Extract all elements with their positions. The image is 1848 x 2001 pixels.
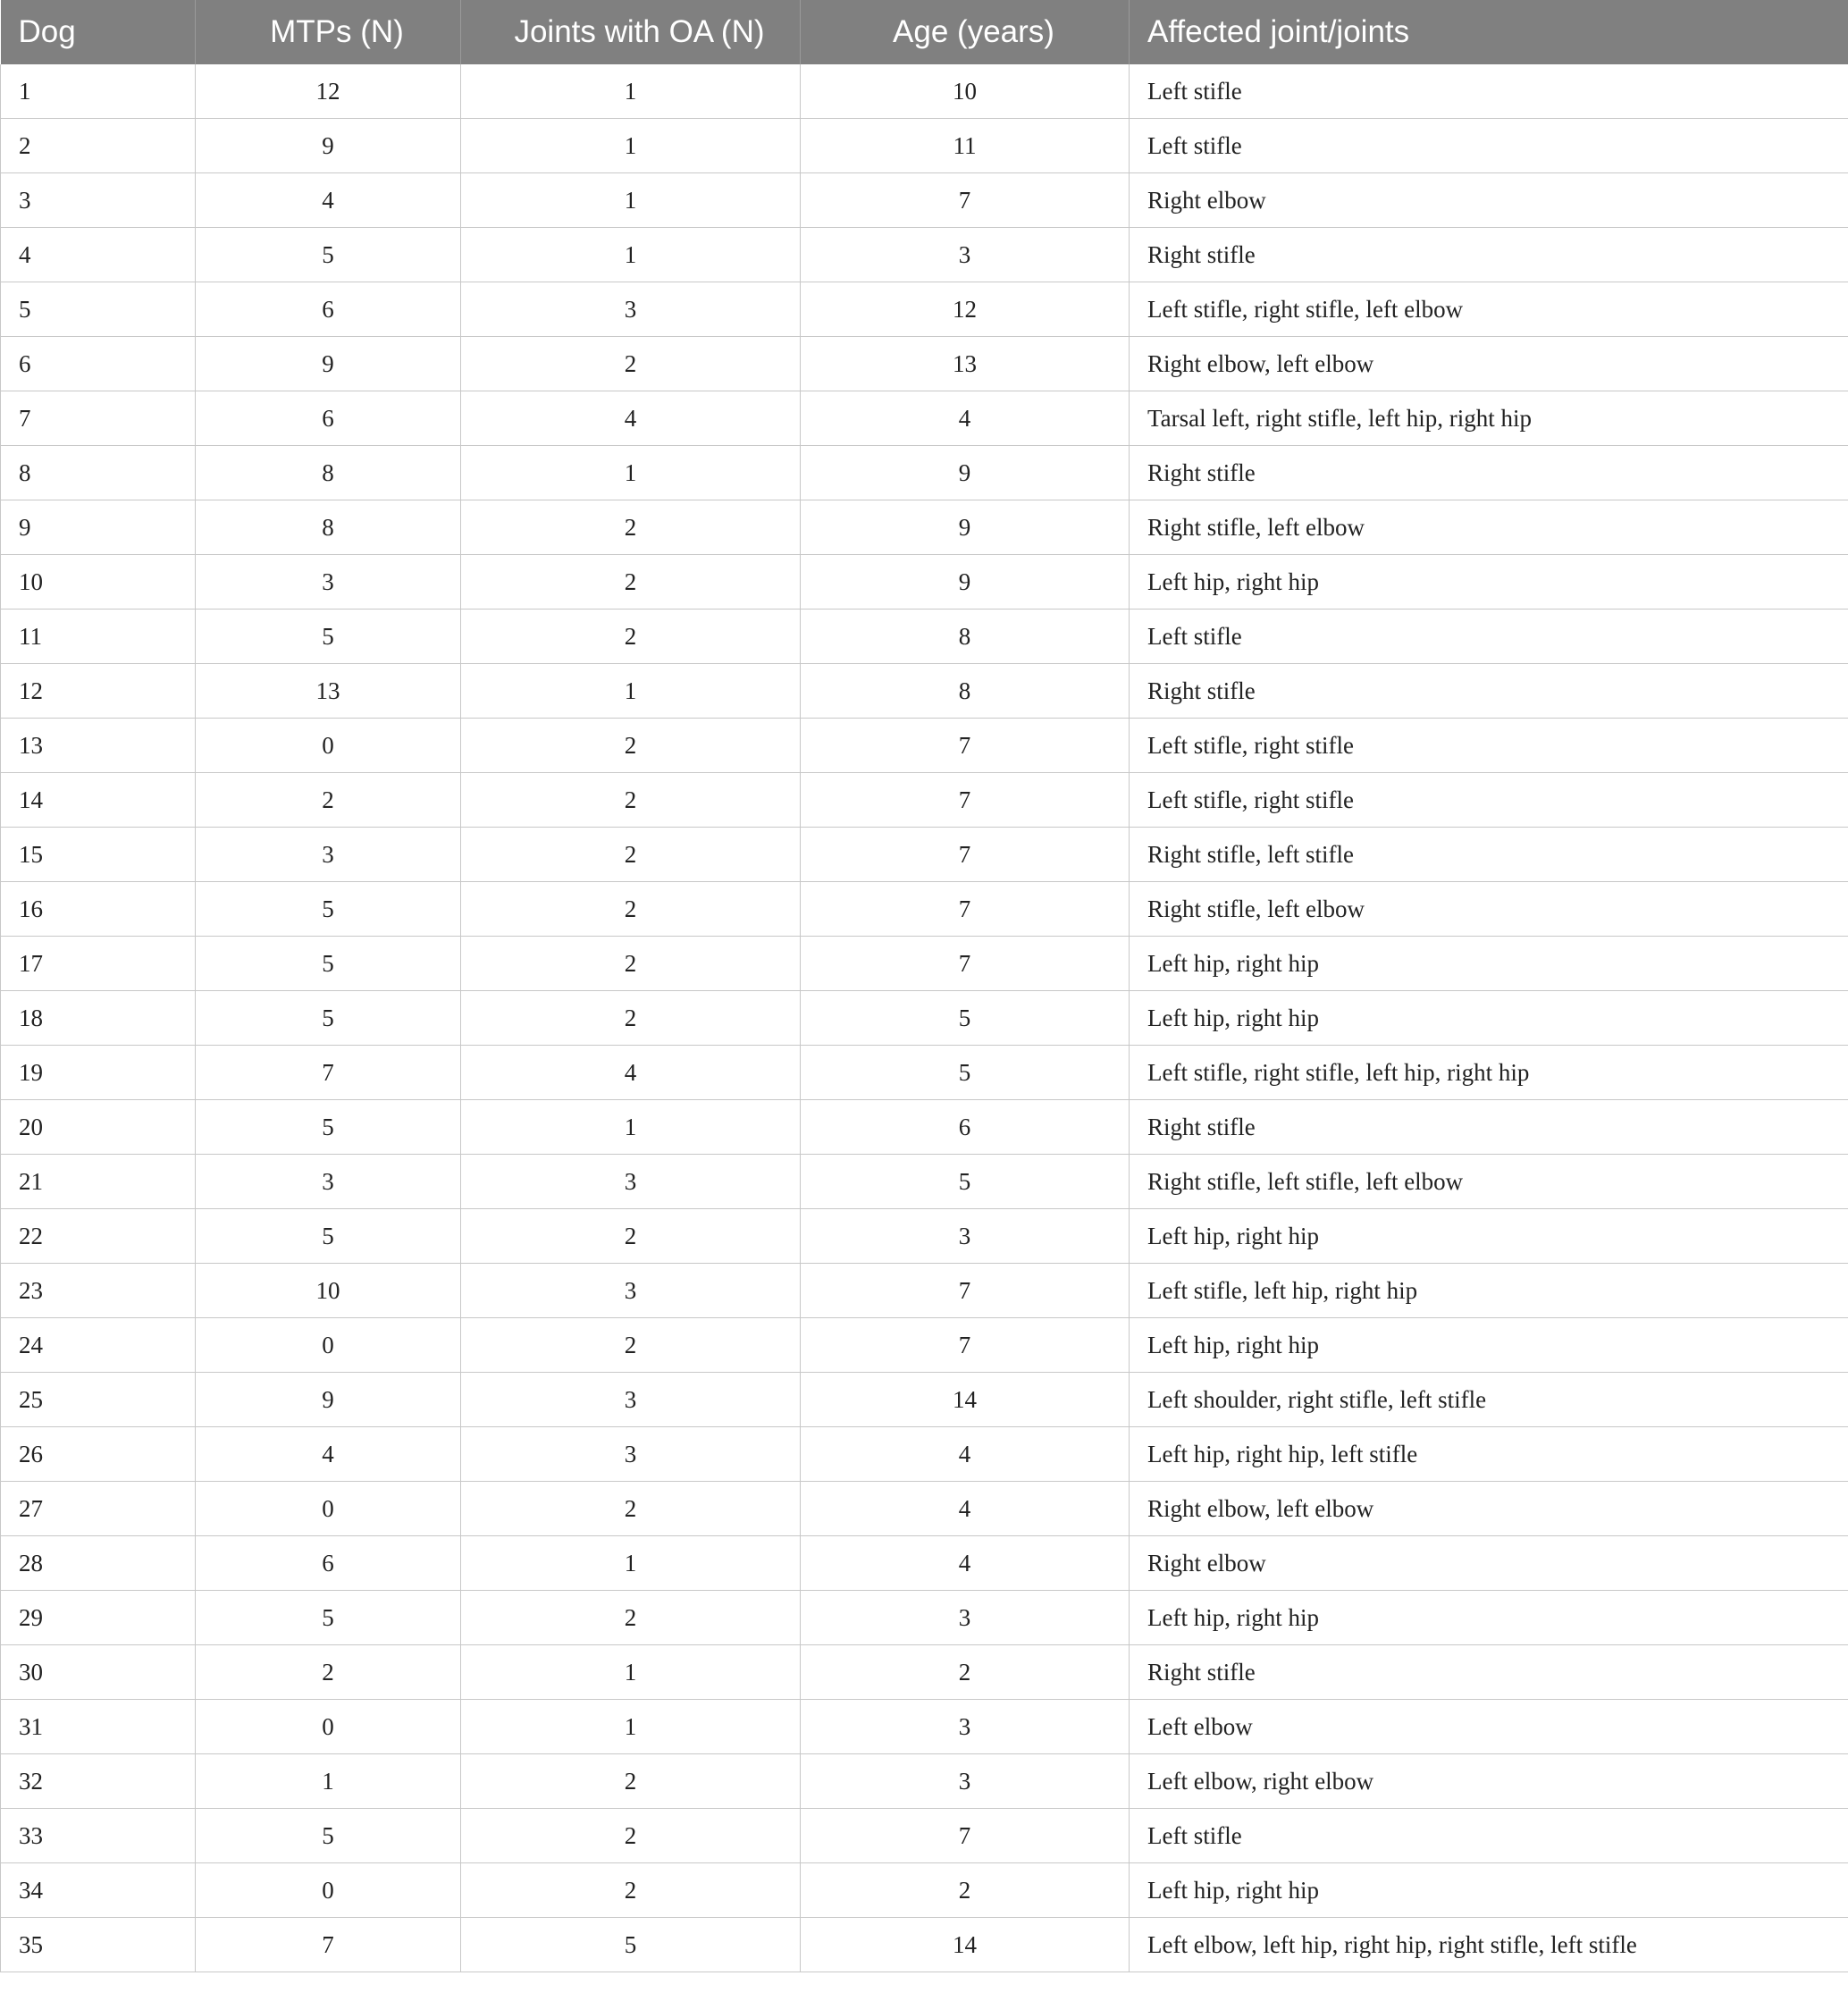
cell-affected-joints: Left stifle [1130, 64, 1848, 119]
cell-dog: 16 [1, 882, 196, 937]
table-row [1, 991, 1848, 1046]
cell-joints-with-oa: 2 [461, 937, 801, 991]
cell-joints-with-oa: 2 [461, 500, 801, 555]
cell-age: 6 [801, 1100, 1130, 1155]
cell-affected-joints: Right stifle [1130, 664, 1848, 719]
cell-dog: 21 [1, 1155, 196, 1209]
cell-affected-joints: Right stifle, left elbow [1130, 882, 1848, 937]
cell-affected-joints: Right elbow, left elbow [1130, 337, 1848, 391]
cell-dog: 23 [1, 1264, 196, 1318]
table-row [1, 228, 1848, 282]
cell-age: 2 [801, 1645, 1130, 1700]
cell-affected-joints: Right stifle, left stifle, left elbow [1130, 1155, 1848, 1209]
header-mtps: MTPs (N) [196, 0, 461, 64]
cell-mtps: 9 [196, 337, 461, 391]
cell-affected-joints: Right stifle [1130, 1100, 1848, 1155]
cell-affected-joints: Left stifle [1130, 610, 1848, 664]
cell-affected-joints: Left elbow [1130, 1700, 1848, 1754]
cell-affected-joints: Left stifle, left hip, right hip [1130, 1264, 1848, 1318]
cell-mtps: 2 [196, 1645, 461, 1700]
cell-joints-with-oa: 1 [461, 1700, 801, 1754]
cell-joints-with-oa: 1 [461, 119, 801, 173]
cell-affected-joints: Left hip, right hip [1130, 937, 1848, 991]
cell-age: 4 [801, 1536, 1130, 1591]
table-header [1, 0, 1848, 64]
cell-joints-with-oa: 3 [461, 1427, 801, 1482]
cell-joints-with-oa: 2 [461, 1809, 801, 1863]
cell-age: 14 [801, 1373, 1130, 1427]
cell-dog: 5 [1, 282, 196, 337]
cell-age: 4 [801, 391, 1130, 446]
cell-affected-joints: Left shoulder, right stifle, left stifle [1130, 1373, 1848, 1427]
cell-age: 5 [801, 991, 1130, 1046]
cell-dog: 17 [1, 937, 196, 991]
cell-joints-with-oa: 2 [461, 1863, 801, 1918]
cell-mtps: 12 [196, 64, 461, 119]
cell-age: 3 [801, 1209, 1130, 1264]
cell-dog: 26 [1, 1427, 196, 1482]
cell-mtps: 2 [196, 773, 461, 828]
cell-dog: 24 [1, 1318, 196, 1373]
cell-joints-with-oa: 4 [461, 1046, 801, 1100]
table-row [1, 446, 1848, 500]
cell-joints-with-oa: 1 [461, 228, 801, 282]
cell-mtps: 6 [196, 282, 461, 337]
cell-dog: 8 [1, 446, 196, 500]
cell-mtps: 7 [196, 1918, 461, 1972]
cell-age: 4 [801, 1427, 1130, 1482]
cell-affected-joints: Left hip, right hip [1130, 991, 1848, 1046]
table-row [1, 173, 1848, 228]
cell-joints-with-oa: 3 [461, 1373, 801, 1427]
cell-joints-with-oa: 2 [461, 882, 801, 937]
cell-mtps: 0 [196, 719, 461, 773]
cell-joints-with-oa: 2 [461, 337, 801, 391]
cell-joints-with-oa: 3 [461, 1155, 801, 1209]
cell-mtps: 5 [196, 991, 461, 1046]
cell-affected-joints: Right stifle, left elbow [1130, 500, 1848, 555]
cell-affected-joints: Right elbow, left elbow [1130, 1482, 1848, 1536]
table-row [1, 719, 1848, 773]
table-row [1, 610, 1848, 664]
cell-age: 7 [801, 937, 1130, 991]
cell-joints-with-oa: 2 [461, 773, 801, 828]
cell-mtps: 5 [196, 1809, 461, 1863]
header-row [1, 0, 1848, 64]
cell-dog: 6 [1, 337, 196, 391]
cell-age: 7 [801, 1809, 1130, 1863]
cell-dog: 35 [1, 1918, 196, 1972]
cell-joints-with-oa: 1 [461, 1536, 801, 1591]
table-row [1, 1373, 1848, 1427]
cell-affected-joints: Left elbow, left hip, right hip, right stifle, left stifle [1130, 1918, 1848, 1972]
cell-dog: 4 [1, 228, 196, 282]
cell-affected-joints: Left hip, right hip [1130, 1209, 1848, 1264]
header-joints-with-oa: Joints with OA (N) [461, 0, 801, 64]
cell-dog: 25 [1, 1373, 196, 1427]
cell-mtps: 10 [196, 1264, 461, 1318]
cell-age: 7 [801, 719, 1130, 773]
table-row [1, 1591, 1848, 1645]
cell-age: 7 [801, 1318, 1130, 1373]
table-row [1, 1482, 1848, 1536]
cell-affected-joints: Left stifle [1130, 119, 1848, 173]
cell-affected-joints: Left stifle, right stifle [1130, 773, 1848, 828]
cell-dog: 14 [1, 773, 196, 828]
table-row [1, 1700, 1848, 1754]
cell-affected-joints: Right stifle [1130, 1645, 1848, 1700]
table-row [1, 1863, 1848, 1918]
cell-mtps: 7 [196, 1046, 461, 1100]
table-row [1, 1754, 1848, 1809]
table-row [1, 337, 1848, 391]
header-affected-joints: Affected joint/joints [1130, 0, 1848, 64]
cell-age: 3 [801, 1700, 1130, 1754]
cell-affected-joints: Left hip, right hip [1130, 1591, 1848, 1645]
cell-mtps: 5 [196, 1591, 461, 1645]
cell-joints-with-oa: 2 [461, 1209, 801, 1264]
cell-affected-joints: Left elbow, right elbow [1130, 1754, 1848, 1809]
table-row [1, 1046, 1848, 1100]
cell-affected-joints: Left stifle, right stifle [1130, 719, 1848, 773]
table-row [1, 64, 1848, 119]
table-row [1, 282, 1848, 337]
cell-dog: 9 [1, 500, 196, 555]
table-row [1, 1318, 1848, 1373]
cell-age: 3 [801, 228, 1130, 282]
table-row [1, 1427, 1848, 1482]
cell-joints-with-oa: 2 [461, 555, 801, 610]
cell-joints-with-oa: 2 [461, 719, 801, 773]
cell-dog: 3 [1, 173, 196, 228]
cell-age: 7 [801, 828, 1130, 882]
cell-affected-joints: Left hip, right hip [1130, 555, 1848, 610]
cell-dog: 27 [1, 1482, 196, 1536]
table-row [1, 119, 1848, 173]
cell-mtps: 4 [196, 173, 461, 228]
cell-dog: 30 [1, 1645, 196, 1700]
cell-age: 5 [801, 1155, 1130, 1209]
cell-joints-with-oa: 1 [461, 173, 801, 228]
cell-age: 7 [801, 773, 1130, 828]
cell-dog: 10 [1, 555, 196, 610]
cell-mtps: 5 [196, 228, 461, 282]
cell-age: 9 [801, 555, 1130, 610]
cell-joints-with-oa: 5 [461, 1918, 801, 1972]
table-row [1, 391, 1848, 446]
cell-affected-joints: Left hip, right hip [1130, 1863, 1848, 1918]
table-row [1, 1155, 1848, 1209]
table-row [1, 828, 1848, 882]
cell-age: 9 [801, 500, 1130, 555]
cell-mtps: 3 [196, 555, 461, 610]
cell-mtps: 5 [196, 1100, 461, 1155]
cell-mtps: 6 [196, 391, 461, 446]
cell-dog: 28 [1, 1536, 196, 1591]
cell-mtps: 3 [196, 828, 461, 882]
cell-dog: 19 [1, 1046, 196, 1100]
cell-dog: 11 [1, 610, 196, 664]
cell-mtps: 0 [196, 1700, 461, 1754]
cell-dog: 1 [1, 64, 196, 119]
cell-dog: 22 [1, 1209, 196, 1264]
cell-affected-joints: Left stifle, right stifle, left hip, right hip [1130, 1046, 1848, 1100]
cell-joints-with-oa: 2 [461, 828, 801, 882]
cell-mtps: 5 [196, 1209, 461, 1264]
cell-joints-with-oa: 2 [461, 1754, 801, 1809]
table-row [1, 1209, 1848, 1264]
cell-mtps: 0 [196, 1318, 461, 1373]
cell-joints-with-oa: 1 [461, 664, 801, 719]
cell-joints-with-oa: 3 [461, 282, 801, 337]
cell-dog: 12 [1, 664, 196, 719]
cell-age: 7 [801, 882, 1130, 937]
table-row [1, 1645, 1848, 1700]
table-body [1, 64, 1848, 1972]
cell-affected-joints: Right stifle [1130, 228, 1848, 282]
cell-joints-with-oa: 2 [461, 1318, 801, 1373]
cell-age: 3 [801, 1591, 1130, 1645]
cell-mtps: 1 [196, 1754, 461, 1809]
cell-joints-with-oa: 3 [461, 1264, 801, 1318]
cell-dog: 18 [1, 991, 196, 1046]
cell-mtps: 3 [196, 1155, 461, 1209]
table-row [1, 1809, 1848, 1863]
table-row [1, 773, 1848, 828]
cell-age: 7 [801, 173, 1130, 228]
cell-age: 8 [801, 664, 1130, 719]
cell-age: 12 [801, 282, 1130, 337]
cell-dog: 33 [1, 1809, 196, 1863]
cell-mtps: 13 [196, 664, 461, 719]
cell-joints-with-oa: 2 [461, 1591, 801, 1645]
cell-mtps: 8 [196, 446, 461, 500]
cell-affected-joints: Left stifle, right stifle, left elbow [1130, 282, 1848, 337]
cell-affected-joints: Right elbow [1130, 1536, 1848, 1591]
cell-age: 5 [801, 1046, 1130, 1100]
cell-dog: 32 [1, 1754, 196, 1809]
cell-affected-joints: Tarsal left, right stifle, left hip, right hip [1130, 391, 1848, 446]
cell-dog: 2 [1, 119, 196, 173]
table-row [1, 882, 1848, 937]
cell-dog: 34 [1, 1863, 196, 1918]
cell-mtps: 9 [196, 119, 461, 173]
cell-age: 10 [801, 64, 1130, 119]
cell-mtps: 4 [196, 1427, 461, 1482]
cell-age: 14 [801, 1918, 1130, 1972]
table-row [1, 1100, 1848, 1155]
cell-dog: 7 [1, 391, 196, 446]
cell-affected-joints: Left hip, right hip, left stifle [1130, 1427, 1848, 1482]
cell-joints-with-oa: 1 [461, 1100, 801, 1155]
cell-joints-with-oa: 2 [461, 991, 801, 1046]
cell-mtps: 5 [196, 610, 461, 664]
cell-mtps: 9 [196, 1373, 461, 1427]
cell-mtps: 5 [196, 937, 461, 991]
cell-affected-joints: Right stifle [1130, 446, 1848, 500]
cell-dog: 15 [1, 828, 196, 882]
table-row [1, 937, 1848, 991]
cell-age: 9 [801, 446, 1130, 500]
cell-mtps: 5 [196, 882, 461, 937]
table-row [1, 1918, 1848, 1972]
cell-age: 4 [801, 1482, 1130, 1536]
cell-affected-joints: Right stifle, left stifle [1130, 828, 1848, 882]
table-row [1, 500, 1848, 555]
cell-age: 13 [801, 337, 1130, 391]
cell-joints-with-oa: 2 [461, 1482, 801, 1536]
cell-joints-with-oa: 1 [461, 446, 801, 500]
cell-joints-with-oa: 1 [461, 1645, 801, 1700]
cell-affected-joints: Right elbow [1130, 173, 1848, 228]
cell-age: 7 [801, 1264, 1130, 1318]
cell-joints-with-oa: 4 [461, 391, 801, 446]
cell-mtps: 6 [196, 1536, 461, 1591]
cell-dog: 29 [1, 1591, 196, 1645]
cell-mtps: 8 [196, 500, 461, 555]
cell-dog: 13 [1, 719, 196, 773]
table-row [1, 1536, 1848, 1591]
cell-dog: 31 [1, 1700, 196, 1754]
table-row [1, 1264, 1848, 1318]
header-age: Age (years) [801, 0, 1130, 64]
header-dog: Dog [1, 0, 196, 64]
cell-joints-with-oa: 1 [461, 64, 801, 119]
cell-age: 3 [801, 1754, 1130, 1809]
cell-age: 8 [801, 610, 1130, 664]
cell-age: 2 [801, 1863, 1130, 1918]
cell-affected-joints: Left stifle [1130, 1809, 1848, 1863]
cell-mtps: 0 [196, 1863, 461, 1918]
cell-age: 11 [801, 119, 1130, 173]
cell-mtps: 0 [196, 1482, 461, 1536]
cell-dog: 20 [1, 1100, 196, 1155]
table-row [1, 555, 1848, 610]
cell-affected-joints: Left hip, right hip [1130, 1318, 1848, 1373]
table-row [1, 664, 1848, 719]
cell-joints-with-oa: 2 [461, 610, 801, 664]
